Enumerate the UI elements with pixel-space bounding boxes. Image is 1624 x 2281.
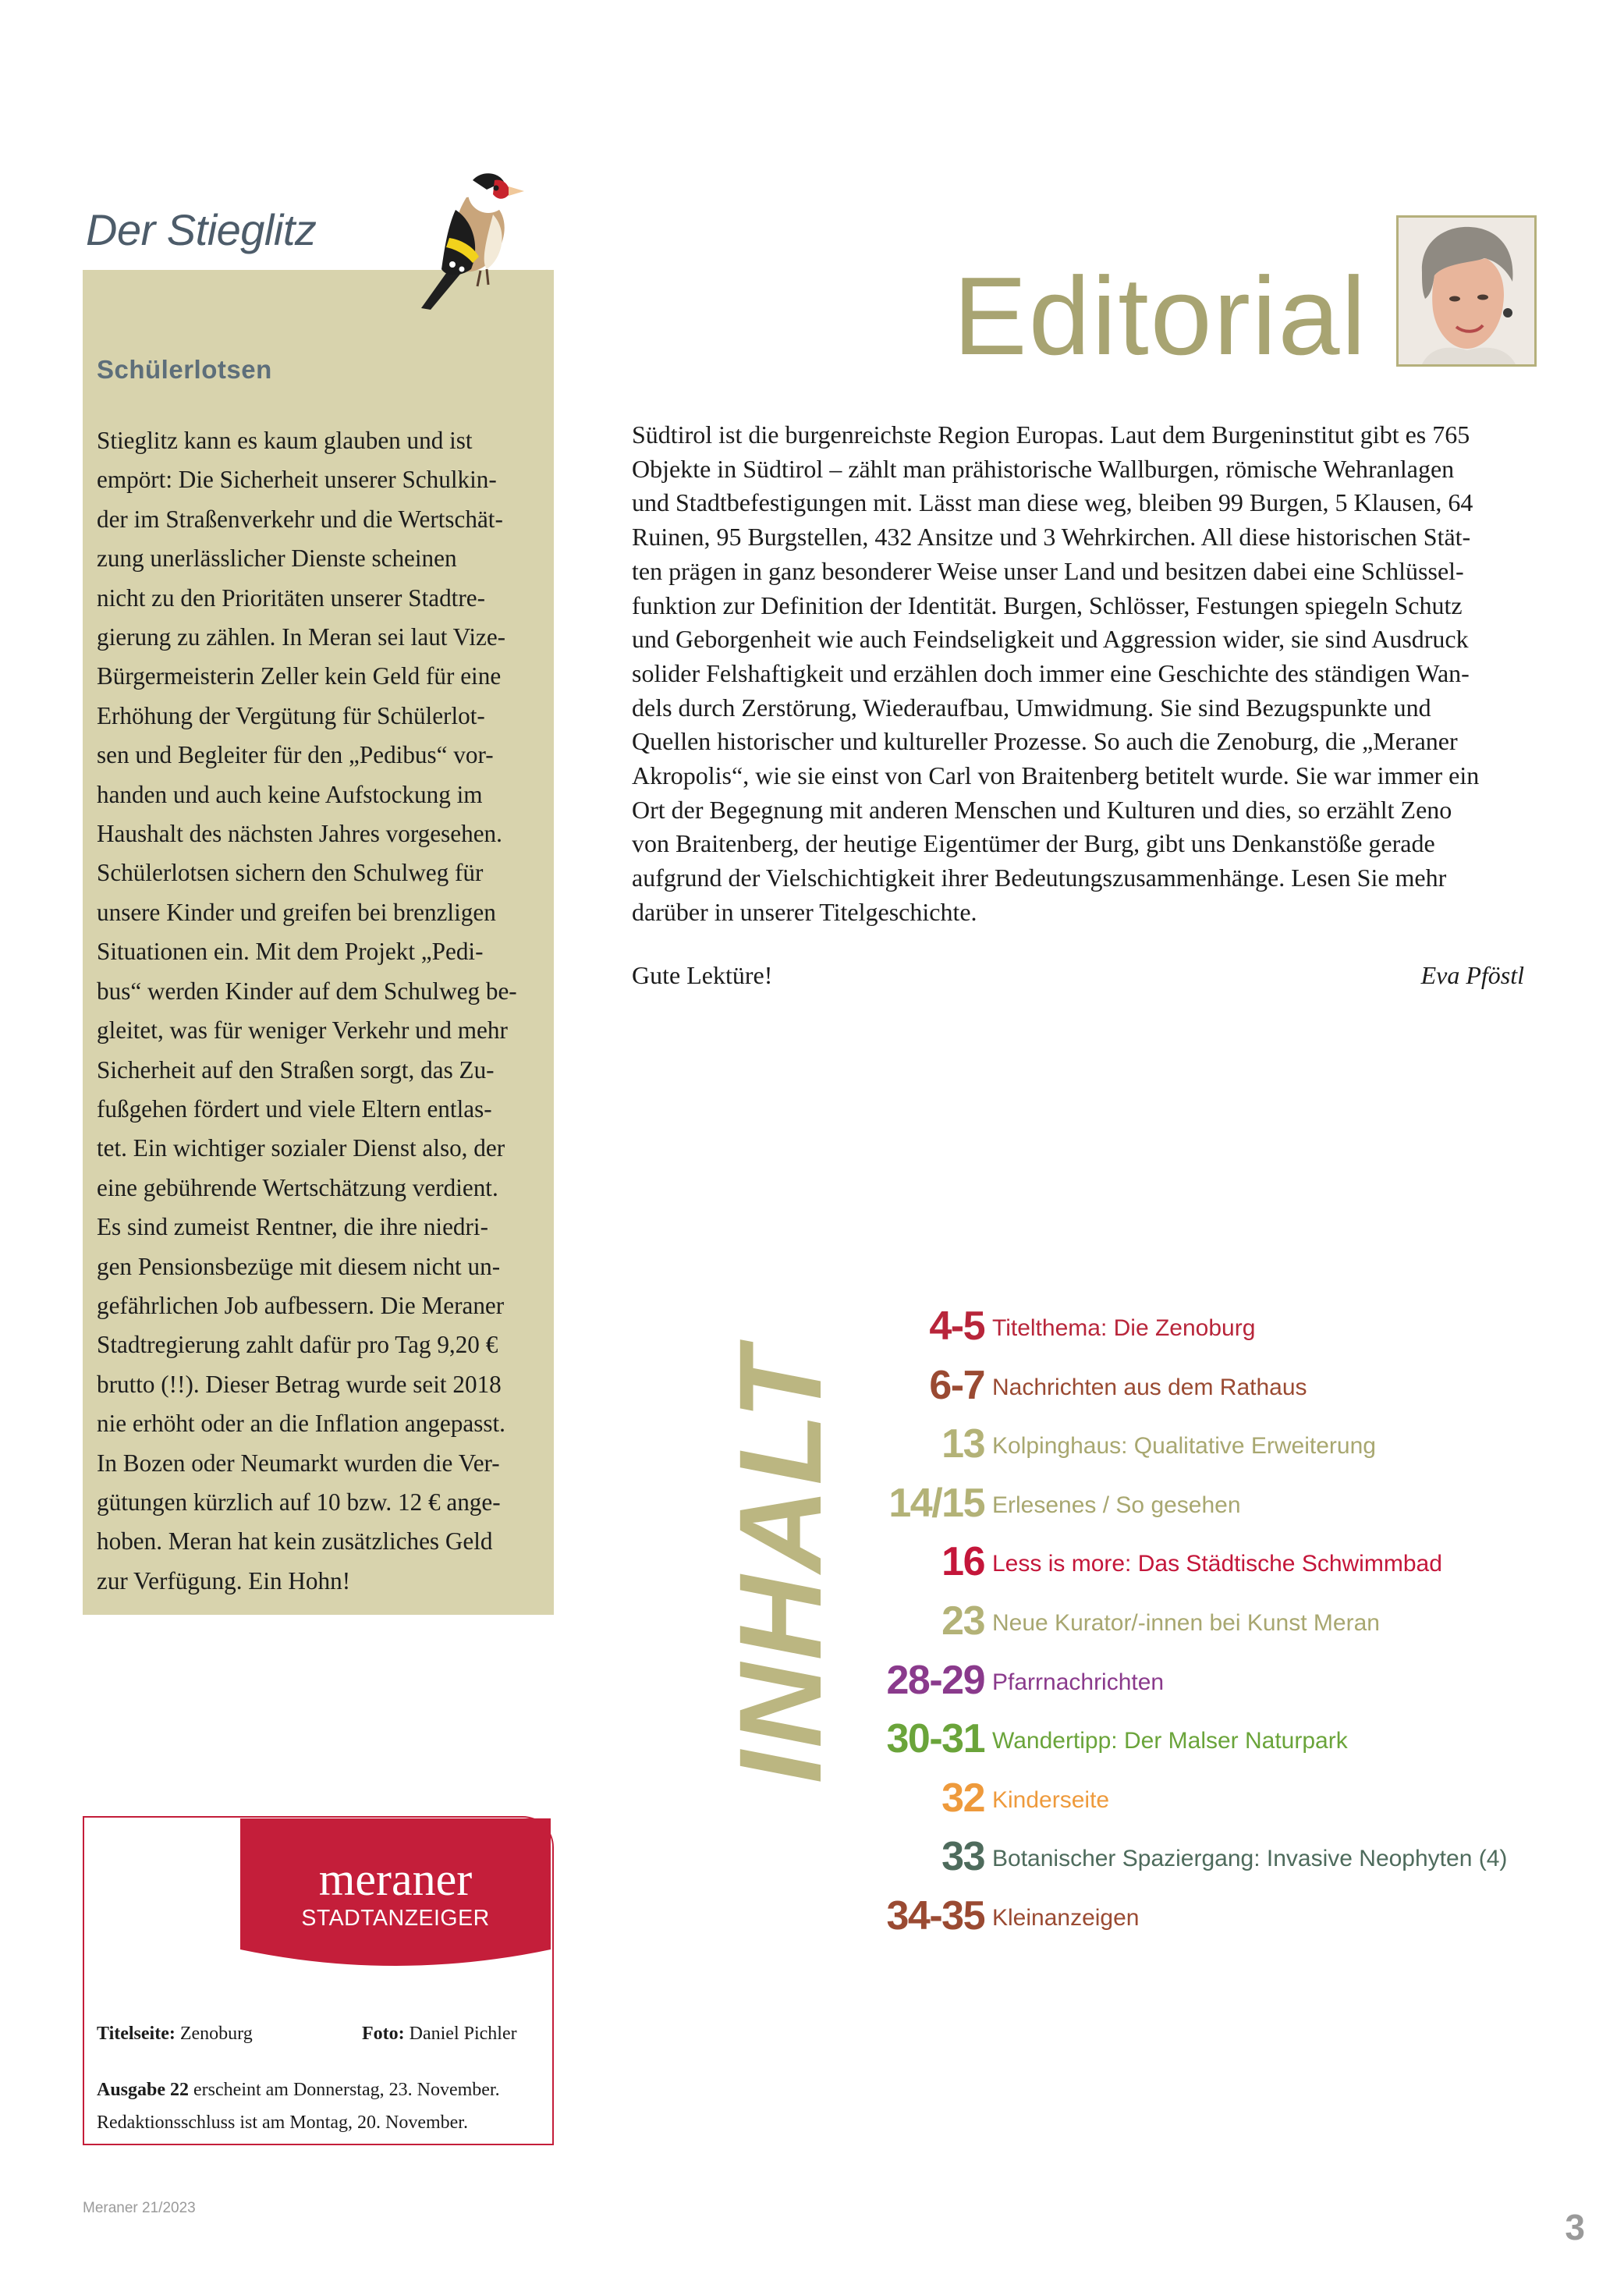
text-line: Objekte in Südtirol – zählt man prähistorische Wallburgen, römische Wehranlagen	[632, 454, 1455, 483]
text-line: Ort der Begegnung mit anderen Menschen und Kulturen und dies, so erzählt Zeno	[632, 795, 1452, 824]
toc-title: Wandertipp: Der Malser Naturpark	[992, 1728, 1348, 1754]
stieglitz-heading: Schülerlotsen	[97, 355, 272, 384]
toc-page-number: 28-29	[886, 1657, 984, 1703]
toc-page-number: 4-5	[929, 1304, 984, 1349]
text-line: funktion zur Definition der Identität. Burgen, Schlösser, Festungen spiegeln Schutz	[632, 591, 1463, 619]
text-line: gütungen kürzlich auf 10 bzw. 12 € ange-	[97, 1488, 501, 1516]
text-line: eine gebührende Wertschätzung verdient.	[97, 1173, 498, 1201]
contents-heading: INHALT	[714, 1344, 846, 1784]
text-line: der im Straßenverkehr und die Wertschät-	[97, 505, 503, 533]
toc-page-number: 34-35	[886, 1893, 984, 1939]
text-line: Situationen ein. Mit dem Projekt „Pedi-	[97, 938, 484, 966]
toc-title: Kinderseite	[992, 1786, 1110, 1813]
text-line: gleitet, was für weniger Verkehr und mehr	[97, 1016, 508, 1045]
toc-entry[interactable]	[811, 1891, 1544, 1950]
stieglitz-body-text	[97, 421, 541, 1601]
editorial-title: Editorial	[953, 254, 1368, 378]
stieglitz-column-title: Der Stieglitz	[86, 205, 317, 254]
text-line: nicht zu den Prioritäten unserer Stadtre-	[97, 584, 485, 612]
toc-entry[interactable]	[811, 1596, 1544, 1655]
logo-wordmark: meraner	[318, 1854, 473, 1905]
text-line: sen und Begleiter für den „Pedibus“ vor-	[97, 741, 494, 769]
text-line: darüber in unserer Titelgeschichte.	[632, 897, 977, 926]
toc-entry[interactable]	[811, 1773, 1544, 1832]
publication-logo	[240, 1818, 551, 1974]
toc-title: Less is more: Das Städtische Schwimmbad	[992, 1551, 1442, 1577]
text-line: unsere Kinder und greifen bei brenzligen	[97, 898, 496, 926]
issue-text: erscheint am Donnerstag, 23. November.	[193, 2080, 500, 2100]
text-line: handen und auch keine Aufstockung im	[97, 780, 483, 808]
text-line: In Bozen oder Neumarkt wurden die Ver-	[97, 1449, 500, 1477]
toc-title: Kolpinghaus: Qualitative Erweiterung	[992, 1433, 1376, 1460]
text-line: brutto (!!). Dieser Betrag wurde seit 2018	[97, 1370, 502, 1398]
text-line: gen Pensionsbezüge mit diesem nicht un-	[97, 1252, 501, 1280]
toc-page-number: 33	[941, 1834, 984, 1880]
toc-title: Pfarrnachrichten	[992, 1669, 1165, 1695]
cover-label: Titelseite:	[97, 2024, 176, 2044]
text-line: und Geborgenheit wie auch Feindseligkeit und Aggression wider, sie sind Ausdruck	[632, 625, 1469, 654]
deadline-line: Redaktionsschluss ist am Montag, 20. November.	[97, 2112, 468, 2133]
photo-credit	[362, 2024, 517, 2045]
toc-title: Erlesenes / So gesehen	[992, 1492, 1241, 1518]
issue-label: Ausgabe 22	[97, 2080, 190, 2100]
toc-title: Botanischer Spaziergang: Invasive Neophyten (4)	[992, 1846, 1508, 1872]
portrait-image	[1399, 218, 1534, 364]
photo-value: Daniel Pichler	[409, 2024, 517, 2044]
toc-entry[interactable]	[811, 1537, 1544, 1596]
text-line: Stadtregierung zahlt dafür pro Tag 9,20 €	[97, 1331, 498, 1359]
editorial-body-text	[632, 418, 1537, 930]
text-line: Akropolis“, wie sie einst von Carl von Braitenberg betitelt wurde. Sie war immer ein	[632, 761, 1480, 790]
toc-entry[interactable]	[811, 1714, 1544, 1773]
text-line: ten prägen in ganz besonderer Weise unser Land und besitzen dabei eine Schlüssel-	[632, 556, 1464, 585]
text-line: tet. Ein wichtiger sozialer Dienst also, der	[97, 1134, 505, 1162]
editorial-greeting: Gute Lektüre!	[632, 961, 773, 989]
toc-page-number: 13	[941, 1421, 984, 1467]
cover-value: Zenoburg	[179, 2024, 253, 2044]
text-line: Quellen historischer und kultureller Prozesse. So auch die Zenoburg, die „Meraner	[632, 727, 1458, 756]
toc-page-number: 14/15	[888, 1480, 984, 1526]
text-line: bus“ werden Kinder auf dem Schulweg be-	[97, 977, 517, 1005]
toc-page-number: 16	[941, 1539, 984, 1585]
text-line: fußgehen fördert und viele Eltern entlas-	[97, 1094, 492, 1123]
toc-entry[interactable]	[811, 1655, 1544, 1715]
text-line: empört: Die Sicherheit unserer Schulkin-	[97, 466, 497, 494]
cover-credit	[97, 2024, 253, 2045]
text-line: von Braitenberg, der heutige Eigentümer der Burg, gibt uns Denkanstöße gerade	[632, 829, 1435, 858]
table-of-contents	[811, 1301, 1544, 1950]
toc-entry[interactable]	[811, 1301, 1544, 1360]
toc-entry[interactable]	[811, 1360, 1544, 1420]
footer-issue: Meraner 21/2023	[83, 2200, 196, 2216]
toc-entry[interactable]	[811, 1419, 1544, 1478]
text-line: und Stadtbefestigungen mit. Lässt man diese weg, bleiben 99 Burgen, 5 Klausen, 64	[632, 488, 1473, 517]
text-line: hoben. Meran hat kein zusätzliches Geld	[97, 1527, 493, 1556]
text-line: nie erhöht oder an die Inflation angepasst.	[97, 1410, 505, 1438]
text-line: gefährlichen Job aufbessern. Die Meraner	[97, 1291, 505, 1319]
text-line: Es sind zumeist Rentner, die ihre niedri-	[97, 1213, 488, 1241]
issue-date-line	[97, 2080, 500, 2101]
toc-entry[interactable]	[811, 1478, 1544, 1538]
text-line: solider Felshaftigkeit und erzählen doch immer eine Geschichte des ständigen Wan-	[632, 658, 1470, 687]
editorial-author: Eva Pföstl	[1420, 961, 1524, 989]
text-line: zung unerlässlicher Dienste scheinen	[97, 545, 457, 573]
toc-page-number: 6-7	[929, 1362, 984, 1408]
toc-page-number: 32	[941, 1775, 984, 1821]
text-line: Bürgermeisterin Zeller kein Geld für eine	[97, 662, 502, 690]
toc-entry[interactable]	[811, 1832, 1544, 1891]
text-line: Südtirol ist die burgenreichste Region Europas. Laut dem Burgeninstitut gibt es 765	[632, 420, 1470, 449]
text-line: Schülerlotsen sichern den Schulweg für	[97, 859, 484, 887]
text-line: Sicherheit auf den Straßen sorgt, das Zu-	[97, 1055, 495, 1084]
text-line: Erhöhung der Vergütung für Schülerlot-	[97, 701, 485, 729]
toc-title: Nachrichten aus dem Rathaus	[992, 1374, 1307, 1400]
toc-page-number: 30-31	[886, 1716, 984, 1762]
text-line: dels durch Zerstörung, Wiederaufbau, Umwidmung. Sie sind Bezugspunkte und	[632, 693, 1431, 722]
text-line: Ruinen, 95 Burgstellen, 432 Ansitze und 3 Wehrkirchen. All diese historischen Stät-	[632, 523, 1471, 552]
text-line: Stieglitz kann es kaum glauben und ist	[97, 427, 473, 454]
text-line: Haushalt des nächsten Jahres vorgesehen.	[97, 820, 502, 848]
toc-title: Neue Kurator/-innen bei Kunst Meran	[992, 1609, 1380, 1636]
text-line: aufgrund der Vielschichtigkeit ihrer Bedeutungszusammenhänge. Lesen Sie mehr	[632, 864, 1447, 892]
text-line: zur Verfügung. Ein Hohn!	[97, 1566, 351, 1595]
text-line: gierung zu zählen. In Meran sei laut Vize-	[97, 623, 506, 651]
goldfinch-icon	[406, 160, 538, 316]
toc-title: Kleinanzeigen	[992, 1904, 1140, 1931]
logo-subtitle: STADTANZEIGER	[301, 1906, 490, 1931]
author-portrait	[1396, 215, 1537, 367]
toc-title: Titelthema: Die Zenoburg	[992, 1315, 1256, 1341]
photo-label: Foto:	[362, 2024, 405, 2044]
page-number: 3	[1565, 2207, 1585, 2247]
toc-page-number: 23	[941, 1598, 984, 1644]
